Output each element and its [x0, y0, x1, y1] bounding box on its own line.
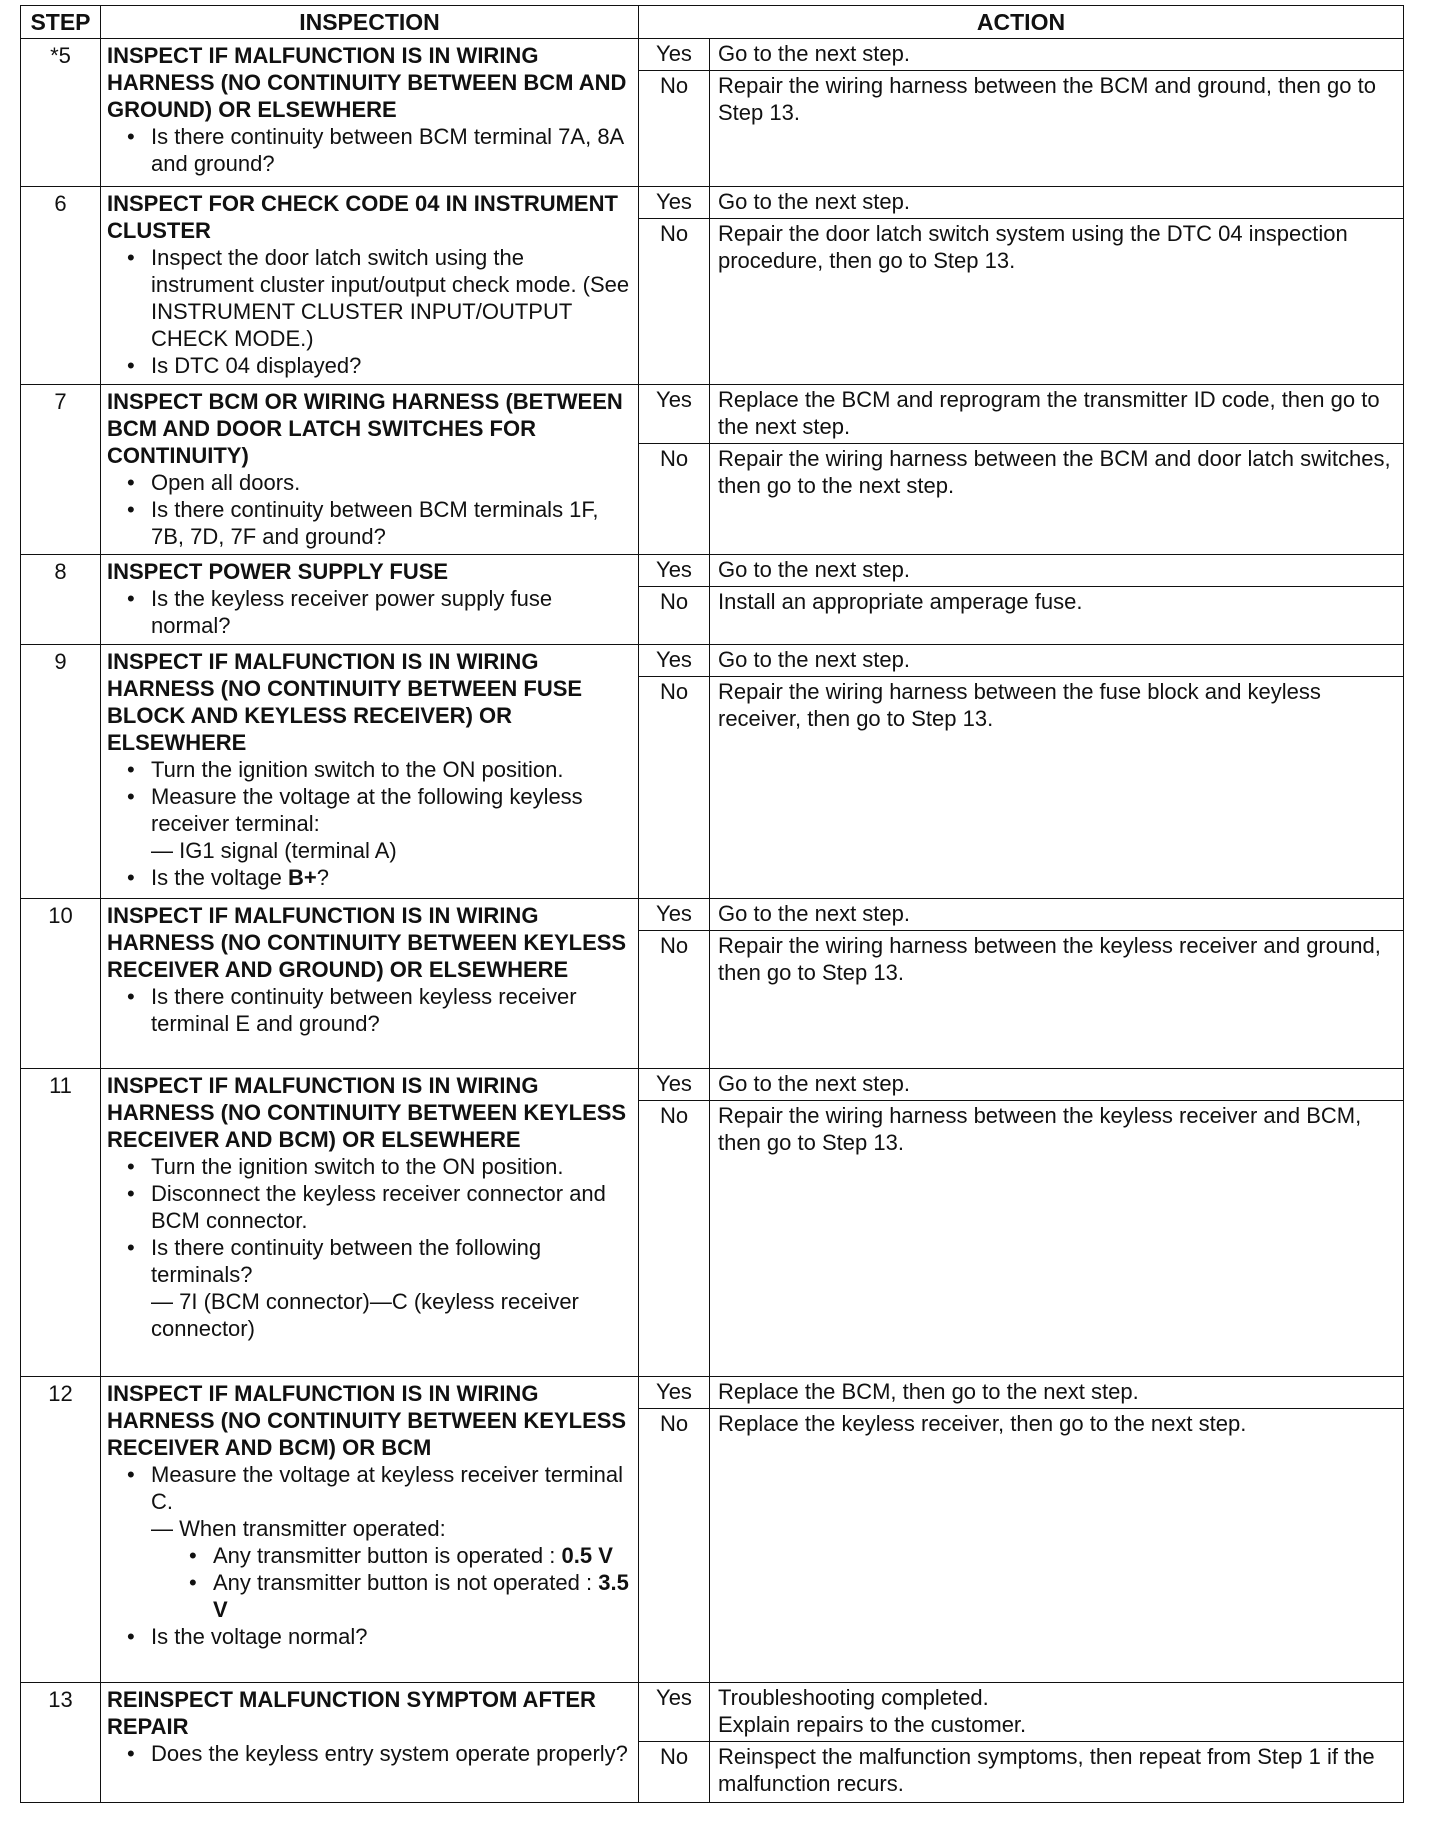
- no-label: No: [639, 931, 710, 1068]
- yes-action: Go to the next step.: [718, 901, 911, 926]
- inspection-title: INSPECT IF MALFUNCTION IS IN WIRING HARNESS (NO CONTINUITY BETWEEN BCM AND GROUND) OR ELSEWHERE: [107, 43, 627, 122]
- no-action: Repair the wiring harness between the BCM and ground, then go to Step 13.: [718, 73, 1376, 125]
- inspection-title: REINSPECT MALFUNCTION SYMPTOM AFTER REPAIR: [107, 1687, 596, 1739]
- inspection-cell: [101, 1683, 639, 1803]
- inspection-cell: [101, 899, 639, 1069]
- yes-action: Go to the next step.: [718, 647, 911, 672]
- action-cell: [639, 1377, 1404, 1683]
- no-row: [639, 677, 1403, 898]
- no-row: [639, 931, 1403, 1068]
- action-cell: [639, 385, 1404, 555]
- step-number: *5: [21, 39, 101, 187]
- yes-action-line: Explain repairs to the customer.: [718, 1712, 1027, 1737]
- inspection-list: [107, 244, 632, 379]
- yes-label: Yes: [639, 555, 710, 586]
- inspection-title: INSPECT BCM OR WIRING HARNESS (BETWEEN BCM AND DOOR LATCH SWITCHES FOR CONTINUITY): [107, 389, 623, 468]
- inspection-title: INSPECT IF MALFUNCTION IS IN WIRING HARNESS (NO CONTINUITY BETWEEN KEYLESS RECEIVER AND GROUND) OR ELSEWHERE: [107, 903, 627, 982]
- yes-row: [639, 1683, 1403, 1742]
- action-cell: [639, 1683, 1404, 1803]
- action-cell: [639, 1069, 1404, 1377]
- no-row: [639, 1101, 1403, 1376]
- inner-list: [151, 1542, 632, 1623]
- no-row: [639, 1409, 1403, 1682]
- inspection-title: INSPECT FOR CHECK CODE 04 IN INSTRUMENT CLUSTER: [107, 191, 618, 243]
- step-number: 12: [21, 1377, 101, 1683]
- no-label: No: [639, 1101, 710, 1376]
- inspection-cell: [101, 645, 639, 899]
- yes-label: Yes: [639, 1069, 710, 1100]
- no-action: Repair the wiring harness between the fuse block and keyless receiver, then go to Step 13.: [718, 679, 1321, 731]
- inspection-bullet: • Disconnect the keyless receiver connector and BCM connector.: [151, 1180, 632, 1234]
- no-action: Repair the wiring harness between the BCM and door latch switches, then go to the next step.: [718, 446, 1391, 498]
- yes-label: Yes: [639, 39, 710, 70]
- no-action: Repair the door latch switch system using the DTC 04 inspection procedure, then go to Step 13.: [718, 221, 1348, 273]
- table-row: [21, 385, 1404, 555]
- no-label: No: [639, 1409, 710, 1682]
- troubleshooting-table-sheet: [20, 5, 1403, 1803]
- step-number: 7: [21, 385, 101, 555]
- no-label: No: [639, 677, 710, 898]
- inspection-cell: [101, 555, 639, 645]
- inspection-list: [107, 983, 632, 1037]
- inspection-bullet: [151, 864, 632, 891]
- inspection-bullet: • Is there continuity between BCM terminals 1F, 7B, 7D, 7F and ground?: [151, 496, 632, 550]
- yes-action: [710, 1683, 1403, 1741]
- step-number: 8: [21, 555, 101, 645]
- inspection-list: [107, 1461, 632, 1650]
- header-step: STEP: [21, 6, 101, 39]
- step-number: 9: [21, 645, 101, 899]
- no-action: Repair the wiring harness between the keyless receiver and ground, then go to Step 13.: [718, 933, 1381, 985]
- yes-label: Yes: [639, 1683, 710, 1741]
- dash-item: — 7I (BCM connector)—C (keyless receiver connector): [151, 1289, 579, 1341]
- yes-action: Replace the BCM, then go to the next step.: [718, 1379, 1139, 1404]
- inspection-title: INSPECT IF MALFUNCTION IS IN WIRING HARNESS (NO CONTINUITY BETWEEN KEYLESS RECEIVER AND BCM) OR BCM: [107, 1381, 627, 1460]
- inspection-cell: [101, 39, 639, 187]
- table-row: [21, 1683, 1404, 1803]
- table-row: [21, 1377, 1404, 1683]
- yes-row: [639, 385, 1403, 444]
- inner-bullet: [213, 1569, 632, 1623]
- no-label: No: [639, 587, 710, 644]
- inspection-list: [107, 1153, 632, 1342]
- inspection-list: [107, 1740, 632, 1767]
- no-row: [639, 1742, 1403, 1802]
- action-cell: [639, 645, 1404, 899]
- inspection-bullet: • Turn the ignition switch to the ON position.: [151, 1153, 632, 1180]
- inspection-list: [107, 123, 632, 177]
- inspection-bullet: • Is the keyless receiver power supply fuse normal?: [151, 585, 632, 639]
- inspection-title: INSPECT IF MALFUNCTION IS IN WIRING HARNESS (NO CONTINUITY BETWEEN FUSE BLOCK AND KEYLESS RECEIVER) OR ELSEWHERE: [107, 649, 583, 755]
- step-number: 11: [21, 1069, 101, 1377]
- table-row: [21, 187, 1404, 385]
- inspection-bullet: • Inspect the door latch switch using the instrument cluster input/output check mode. (See INSTRUMENT CLUSTER INPUT/OUTPUT CHECK MODE.): [151, 244, 632, 352]
- inspection-cell: [101, 1069, 639, 1377]
- inspection-cell: [101, 385, 639, 555]
- header-inspection: INSPECTION: [101, 6, 639, 39]
- no-label: No: [639, 219, 710, 384]
- inspection-bullet: • Open all doors.: [151, 469, 632, 496]
- inspection-bullet-text: Is there continuity between the following terminals?: [151, 1235, 542, 1287]
- table-row: [21, 645, 1404, 899]
- table-row: [21, 555, 1404, 645]
- inner-bullet-value: 0.5 V: [561, 1543, 613, 1568]
- no-action: Replace the keyless receiver, then go to the next step.: [718, 1411, 1247, 1436]
- action-cell: [639, 555, 1404, 645]
- inspection-cell: [101, 187, 639, 385]
- table-row: [21, 39, 1404, 187]
- inspection-bullet: • Does the keyless entry system operate properly?: [151, 1740, 632, 1767]
- yes-label: Yes: [639, 1377, 710, 1408]
- inspection-bullet: • Is there continuity between keyless receiver terminal E and ground?: [151, 983, 632, 1037]
- step-number: 6: [21, 187, 101, 385]
- inspection-list: [107, 756, 632, 891]
- yes-row: [639, 1069, 1403, 1101]
- table-row: [21, 1069, 1404, 1377]
- action-cell: [639, 187, 1404, 385]
- yes-row: [639, 187, 1403, 219]
- inspection-bullet-text: Measure the voltage at the following keyless receiver terminal:: [151, 784, 583, 836]
- yes-label: Yes: [639, 385, 710, 443]
- yes-label: Yes: [639, 645, 710, 676]
- inner-bullet: [213, 1542, 632, 1569]
- yes-row: [639, 645, 1403, 677]
- yes-action: Replace the BCM and reprogram the transmitter ID code, then go to the next step.: [718, 387, 1380, 439]
- inspection-bullet: • Is the voltage normal?: [151, 1623, 632, 1650]
- inspection-bullet: [151, 783, 632, 864]
- no-action: Reinspect the malfunction symptoms, then repeat from Step 1 if the malfunction recurs.: [718, 1744, 1375, 1796]
- yes-row: [639, 1377, 1403, 1409]
- no-row: [639, 71, 1403, 186]
- inspection-title: INSPECT IF MALFUNCTION IS IN WIRING HARNESS (NO CONTINUITY BETWEEN KEYLESS RECEIVER AND BCM) OR ELSEWHERE: [107, 1073, 627, 1152]
- inner-bullet-text: Any transmitter button is operated :: [213, 1543, 562, 1568]
- yes-action-line: Troubleshooting completed.: [718, 1685, 989, 1710]
- yes-label: Yes: [639, 187, 710, 218]
- yes-action: Go to the next step.: [718, 1071, 911, 1096]
- no-label: No: [639, 1742, 710, 1802]
- bullet-bold-value: B+: [287, 865, 317, 890]
- inspection-bullet: [151, 1234, 632, 1342]
- header-action: ACTION: [639, 6, 1404, 39]
- troubleshooting-table: [20, 5, 1404, 1803]
- no-row: [639, 587, 1403, 644]
- inspection-list: [107, 469, 632, 550]
- inspection-bullet: [151, 1461, 632, 1623]
- yes-action: Go to the next step.: [718, 189, 911, 214]
- no-label: No: [639, 444, 710, 554]
- yes-label: Yes: [639, 899, 710, 930]
- inspection-title: INSPECT POWER SUPPLY FUSE: [107, 559, 449, 584]
- inspection-list: [107, 585, 632, 639]
- table-row: [21, 899, 1404, 1069]
- yes-action: Go to the next step.: [718, 41, 911, 66]
- inspection-bullet: • Is DTC 04 displayed?: [151, 352, 632, 379]
- bullet-suffix: ?: [316, 865, 329, 890]
- yes-row: [639, 555, 1403, 587]
- yes-action: Go to the next step.: [718, 557, 911, 582]
- no-label: No: [639, 71, 710, 186]
- step-number: 13: [21, 1683, 101, 1803]
- inspection-bullet: • Is there continuity between BCM terminal 7A, 8A and ground?: [151, 123, 632, 177]
- no-row: [639, 219, 1403, 384]
- no-action: Install an appropriate amperage fuse.: [718, 589, 1083, 614]
- action-cell: [639, 899, 1404, 1069]
- dash-item: — When transmitter operated:: [151, 1516, 446, 1541]
- inner-bullet-text: Any transmitter button is not operated :: [213, 1570, 599, 1595]
- inner-bullet-value: 3.5 V: [213, 1570, 629, 1622]
- header-row: [21, 6, 1404, 39]
- action-cell: [639, 39, 1404, 187]
- yes-row: [639, 899, 1403, 931]
- dash-item: — IG1 signal (terminal A): [151, 838, 397, 863]
- no-action: Repair the wiring harness between the keyless receiver and BCM, then go to Step 13.: [718, 1103, 1362, 1155]
- no-row: [639, 444, 1403, 554]
- inspection-bullet-text: Measure the voltage at keyless receiver terminal C.: [151, 1462, 623, 1514]
- bullet-prefix: Is the voltage: [151, 865, 288, 890]
- inspection-cell: [101, 1377, 639, 1683]
- yes-row: [639, 39, 1403, 71]
- inspection-bullet: • Turn the ignition switch to the ON position.: [151, 756, 632, 783]
- step-number: 10: [21, 899, 101, 1069]
